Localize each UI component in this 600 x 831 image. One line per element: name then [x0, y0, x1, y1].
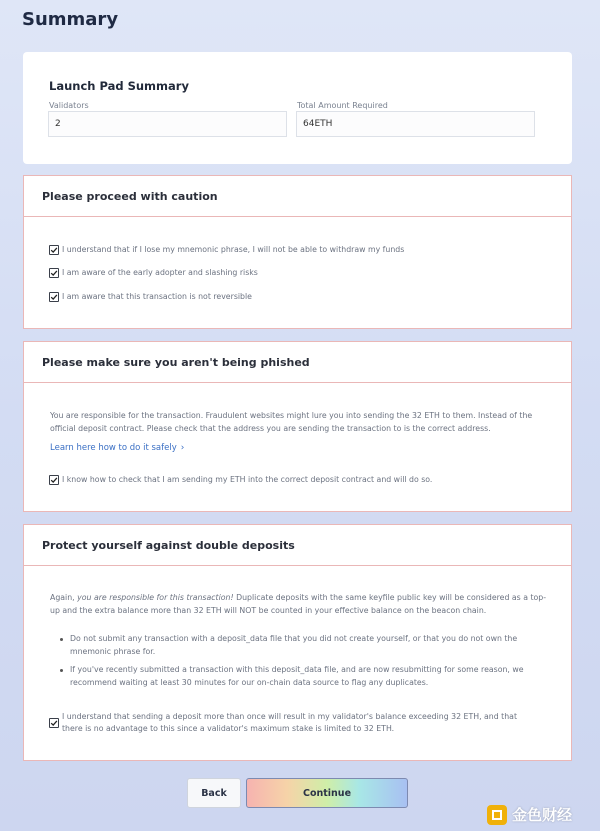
continue-button[interactable]: Continue [246, 778, 408, 808]
checkbox-mnemonic[interactable] [49, 245, 59, 255]
bullet-item: Do not submit any transaction with a deposit_data file that you did not create yourself, or that you do not own the mnemonic phrase for. [50, 633, 541, 658]
double-deposit-intro [50, 592, 549, 617]
page-title: Summary [22, 9, 119, 30]
check-row-deposit-contract[interactable] [49, 474, 432, 486]
watermark-logo-icon [487, 805, 507, 825]
intro-prefix: Again, [50, 593, 75, 602]
learn-safely-link[interactable] [50, 443, 184, 453]
total-amount-field: 64ETH [296, 111, 535, 137]
check-row-double-deposit[interactable] [49, 711, 539, 735]
check-icon [50, 719, 58, 727]
checkbox-irreversible[interactable] [49, 292, 59, 302]
chevron-right-icon: › [180, 443, 185, 453]
bullet-item: If you've recently submitted a transaction with this deposit_data file, and are now resubmitting for some reason, we recommend waiting at least 30 minutes for our on-chain data source to flag any duplicates. [50, 664, 541, 689]
launch-pad-summary-card [23, 52, 572, 164]
check-icon [50, 269, 58, 277]
check-icon [50, 293, 58, 301]
total-amount-label: Total Amount Required [297, 101, 388, 110]
checkbox-double-deposit[interactable] [49, 718, 59, 728]
caution-card [23, 175, 572, 329]
phishing-paragraph: You are responsible for the transaction. Fraudulent websites might lure you into sending the 32 ETH to them. Instead of the official deposit contract. Please check that the address you are sending the transaction to is the correct address. [50, 411, 533, 433]
check-label-mnemonic: I understand that if I lose my mnemonic phrase, I will not be able to withdraw my funds [62, 245, 405, 254]
checkbox-deposit-contract[interactable] [49, 475, 59, 485]
summary-heading: Launch Pad Summary [49, 79, 189, 93]
back-button[interactable]: Back [187, 778, 241, 808]
check-label-irreversible: I am aware that this transaction is not reversible [62, 292, 252, 301]
phishing-title: Please make sure you aren't being phished [24, 342, 571, 383]
checkbox-risks[interactable] [49, 268, 59, 278]
validators-label: Validators [49, 101, 89, 110]
check-row-risks[interactable] [49, 267, 258, 279]
check-row-mnemonic[interactable] [49, 244, 404, 256]
learn-safely-link-text: Learn here how to do it safely [50, 443, 177, 453]
check-row-irreversible[interactable] [49, 291, 252, 303]
check-icon [50, 476, 58, 484]
check-label-deposit-contract: I know how to check that I am sending my ETH into the correct deposit contract and will do so. [62, 475, 433, 484]
watermark [487, 804, 572, 825]
check-label-double-deposit: I understand that sending a deposit more than once will result in my validator's balance exceeding 32 ETH, and that there is no advantage to this since a validator's maximum stake is limited to 32 ETH. [62, 712, 518, 733]
watermark-text: 金色财经 [512, 806, 573, 824]
double-deposit-title: Protect yourself against double deposits [24, 525, 571, 566]
double-deposit-card [23, 524, 572, 761]
phishing-card [23, 341, 572, 512]
intro-emphasis: you are responsible for this transaction! [77, 593, 234, 602]
intro-rest: Duplicate deposits with the same keyfile public key will be considered as a top-up and the extra balance more than 32 ETH will NOT be counted in your effective balance on the beacon chain. [50, 593, 547, 615]
double-deposit-bullets [50, 633, 541, 689]
caution-title: Please proceed with caution [24, 176, 571, 217]
validators-field: 2 [48, 111, 287, 137]
check-label-risks: I am aware of the early adopter and slashing risks [62, 268, 258, 277]
check-icon [50, 246, 58, 254]
